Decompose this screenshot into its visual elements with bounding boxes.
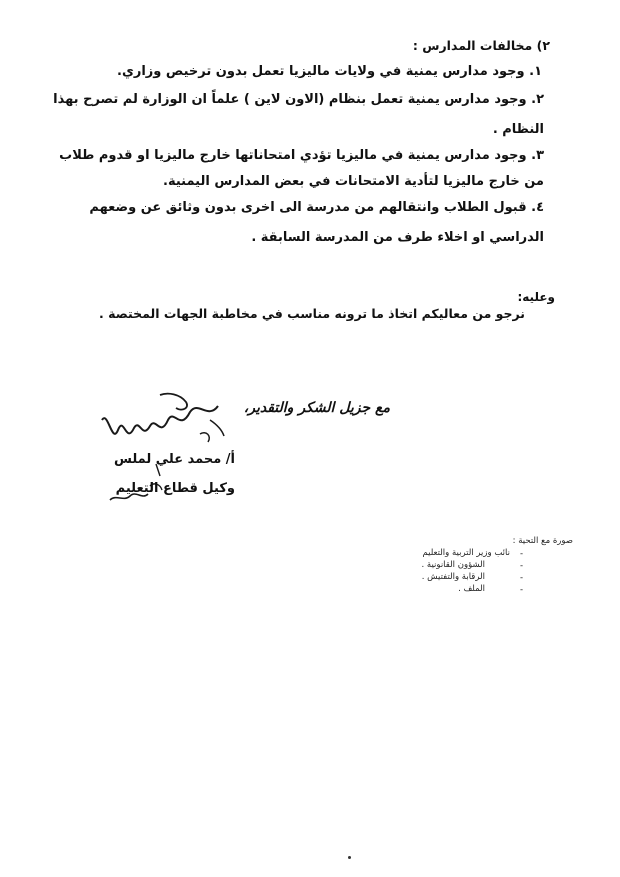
item-2-line-1: ٢. وجود مدارس يمنية تعمل بنظام (الاون لاين ) علماً ان الوزارة لم تصرح بهذا	[53, 92, 544, 107]
signatory-name: أ/ محمد علي لملس	[113, 452, 235, 467]
copy-recipient-2: الشؤون القانونية .	[421, 560, 485, 570]
copy-recipient-1: نائب وزير التربية والتعليم	[422, 548, 510, 558]
copies-bullets: - - - -	[520, 549, 524, 595]
closing-request: نرجو من معاليكم اتخاذ ما ترونه مناسب في مخاطبة الجهات المختصة .	[99, 306, 525, 321]
signatory-title: وكيل قطاع التعليم	[115, 481, 235, 496]
closing-intro: وعليه:	[517, 290, 555, 304]
thanks-line: مع جزيل الشكر والتقدير،	[243, 400, 390, 416]
copies-heading: صورة مع التحية :	[512, 536, 573, 546]
item-3-line-1: ٣. وجود مدارس يمنية في ماليزيا تؤدي امتحاناتها خارج ماليزيا او قدوم طلاب	[59, 148, 544, 163]
item-1-line-1: ١. وجود مدارس يمنية في ولايات ماليزيا تعمل بدون ترخيص وزاري.	[117, 64, 542, 79]
item-2-line-2: النظام .	[492, 122, 544, 137]
copy-recipient-3: الرقابة والتفتيش .	[421, 572, 485, 582]
copy-recipient-4: الملف .	[458, 584, 485, 594]
item-4-line-1: ٤. قبول الطلاب وانتقالهم من مدرسة الى اخرى بدون وثائق عن وضعهم	[89, 200, 544, 215]
item-3-line-2: من خارج ماليزيا لتأدية الامتحانات في بعض المدارس اليمنية.	[163, 174, 544, 189]
item-4-line-2: الدراسي او اخلاء طرف من المدرسة السابقة .	[251, 230, 544, 245]
violations-heading: ٢) مخالفات المدارس :	[412, 38, 550, 53]
page-mark	[348, 856, 351, 859]
